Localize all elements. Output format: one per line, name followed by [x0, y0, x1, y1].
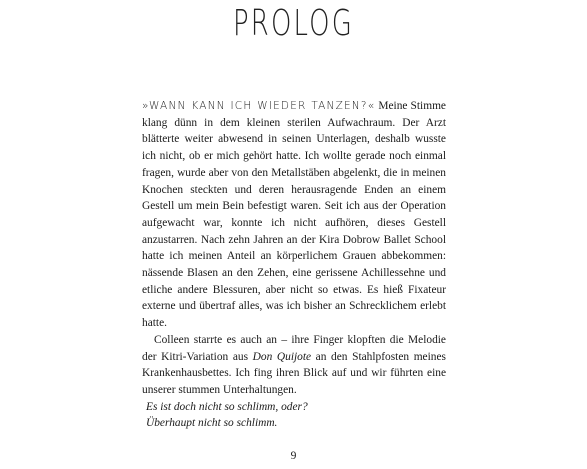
page-number: 9	[290, 450, 297, 462]
silent-dialogue	[142, 399, 446, 432]
dialogue-line-1: Es ist doch nicht so schlimm, oder?	[146, 400, 308, 413]
paragraph-2-text-after: an den Stahlpfosten meines Krankenhausbettes. Ich fing ihren Blick auf und wir führten eine unserer stummen Unterhaltungen.	[142, 350, 446, 396]
paragraph-1-text: Meine Stimme klang dünn in dem kleinen sterilen Aufwachraum. Der Arzt blätterte weiter abwesend in seinen Unterlagen, deshalb wusste ich nicht, ob er mich gehört hatte. Ich wollte gerade noch einmal fragen, wurde aber von den Metallstäben abgelenkt, die in meinen Knochen steckten und deren herausragende Enden an einem Gestell um mein Bein befestigt waren. Seit ich aus der Operation aufgewacht war, konnte ich nicht aufhören, dieses Gestell anzustarren. Nach zehn Jahren an der Kira Dobrow Ballet School hatte ich meinen Anteil an körperlichem Grauen abbekommen: nässende Blasen an den Zehen, eine gerissene Achillessehne und etliche andere Blessuren, aber nicht so etwas. Es hieß Fixateur externe und übertraf alles, was ich bisher an Schrecklichem erlebt hatte.	[142, 100, 446, 330]
paragraph-2-text-before: Colleen starrte es auch an – ihre Finger klopften die Melodie der Kitri-Variation aus	[142, 333, 446, 363]
paragraph-2	[142, 332, 446, 399]
paragraph-1	[142, 98, 446, 332]
chapter-body	[142, 98, 446, 432]
chapter-title: PROLOG	[232, 3, 355, 44]
opening-line-small-caps: »WANN KANN ICH WIEDER TANZEN?«	[142, 100, 376, 112]
work-title-italic: Don Quijote	[252, 350, 312, 363]
dialogue-line-2: Überhaupt nicht so schlimm.	[146, 417, 278, 430]
